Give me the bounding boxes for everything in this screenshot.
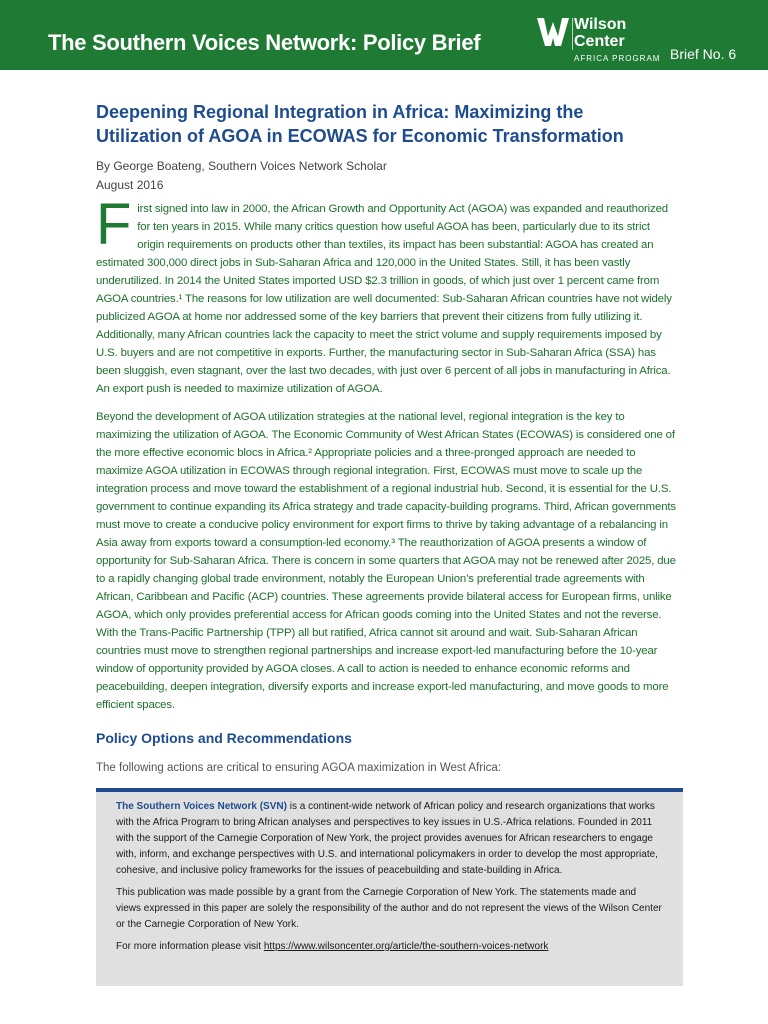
paragraph-1 [96,192,679,398]
author: By George Boateng, Southern Voices Network Scholar [96,159,387,173]
svn-info-box [96,788,683,986]
series-title: The Southern Voices Network: Policy Brief [48,30,481,55]
more-info-prefix: For more information please visit [116,941,264,952]
byline [96,157,387,195]
wilson-center-logo[interactable] [536,14,661,66]
article-body [96,192,679,724]
header-bar [0,0,768,70]
publication-date: August 2016 [96,178,164,192]
paragraph-2: Beyond the development of AGOA utilization strategies at the national level, regional integration is the key to maximizing the utilization of AGOA. The Economic Community of West African States (ECOWAS) is considered one of the more effective economic blocs in Africa.² Appropriate policies and a three-pronged approach are needed to maximize AGOA utilization in ECOWAS through regional integration. First, ECOWAS must move to scale up the integration process and move toward the establishment of a regional industrial hub. Second, it is essential for the U.S. government to continue expanding its Africa strategy and trade capacity-building programs. Third, African governments must move to create a conducive policy environment for export firms to thrive by taking advantage of a rebalancing in Asia away from exports toward a consumption-led economy.³ The reauthorization of AGOA presents a window of opportunity for Sub-Saharan Africa. There is concern in some quarters that AGOA may not be renewed after 2025, due to a rapidly changing global trade environment, notably the European Union’s preferential trade agreements with African, Caribbean and Pacific (ACP) countries. These agreements provide bilateral access for European firms, unlike AGOA, which only provides preferential access for African goods coming into the United States and not the reverse. With the Trans-Pacific Partnership (TPP) all but ratified, Africa cannot sit around and wait. Sub-Saharan African countries must move to strengthen regional partnerships and increase export-led manufacturing before the 10-year window of opportunity provided by AGOA closes. A call to action is needed to enhance economic reforms and peacebuilding, deepen integration, diversify exports and increase export-led manufacturing, and move goods to more efficient spaces. [96,411,676,711]
svn-name: The Southern Voices Network (SVN) [116,801,287,812]
drop-cap: F [96,192,132,257]
svn-disclaimer: This publication was made possible by a grant from the Carnegie Corporation of New York. The statements made and views expressed in this paper are solely the responsibility of the author and do not represent the views of the Wilson Center or the Carnegie Corporation of New York. [116,887,662,930]
logo-name-line1: Wilson [574,16,627,33]
svn-description-text: is a continent-wide network of African policy and research organizations that works with the Africa Program to bring African analyses and perspectives to key issues in U.S.-Africa relations. Founded in 2011 with the support of the Carnegie Corporation of New York, the project provides avenues for African researchers to engage with, inform, and exchange perspectives with U.S. and international policymakers in order to develop the most appropriate, cohesive, and inclusive policy frameworks for the issues of peacebuilding and state-building in Africa. [116,801,658,876]
article-title: Deepening Regional Integration in Africa: Maximizing the Utilization of AGOA in ECOWAS for Economic Transformation [96,102,624,146]
section-intro: The following actions are critical to ensuring AGOA maximization in West Africa: [96,762,502,774]
svn-description [116,799,663,879]
svn-website-link[interactable]: https://www.wilsoncenter.org/article/the-southern-voices-network [263,941,549,952]
brief-number: Brief No. 6 [670,46,737,62]
svn-more-info [116,939,663,955]
logo-program: AFRICA PROGRAM [574,54,661,63]
logo-name-line2: Center [574,33,625,50]
paragraph-1-text: irst signed into law in 2000, the African Growth and Opportunity Act (AGOA) was expanded and reauthorized for ten years in 2015. While many critics question how useful AGOA has been, particularly due to its strict origin requirements on products other than textiles, its impact has been substantial: AGOA has created an estimated 300,000 direct jobs in Sub-Saharan Africa and 120,000 in the United States. Still, it has been vastly underutilized. In 2014 the United States imported USD $2.3 trillion in goods, of which just over 1 percent came from AGOA countries.¹ The reasons for low utilization are well documented: Sub-Saharan African countries have not widely publicized AGOA at home nor addressed some of the key barriers that prevent their citizens from fully utilizing it. Additionally, many African countries lack the capacity to meet the strict volume and supply requirements imposed by U.S. buyers and are not competitive in exports. Further, the manufacturing sector in Sub-Saharan Africa (SSA) has been sluggish, even stagnant, over the last two decades, with just over 6 percent of all jobs in manufacturing in Africa. An export push is needed to maximize utilization of AGOA. [96,203,672,395]
logo-divider [572,18,573,50]
wilson-w-icon [536,14,570,50]
section-heading: Policy Options and Recommendations [96,730,352,746]
logo-name [574,16,626,50]
